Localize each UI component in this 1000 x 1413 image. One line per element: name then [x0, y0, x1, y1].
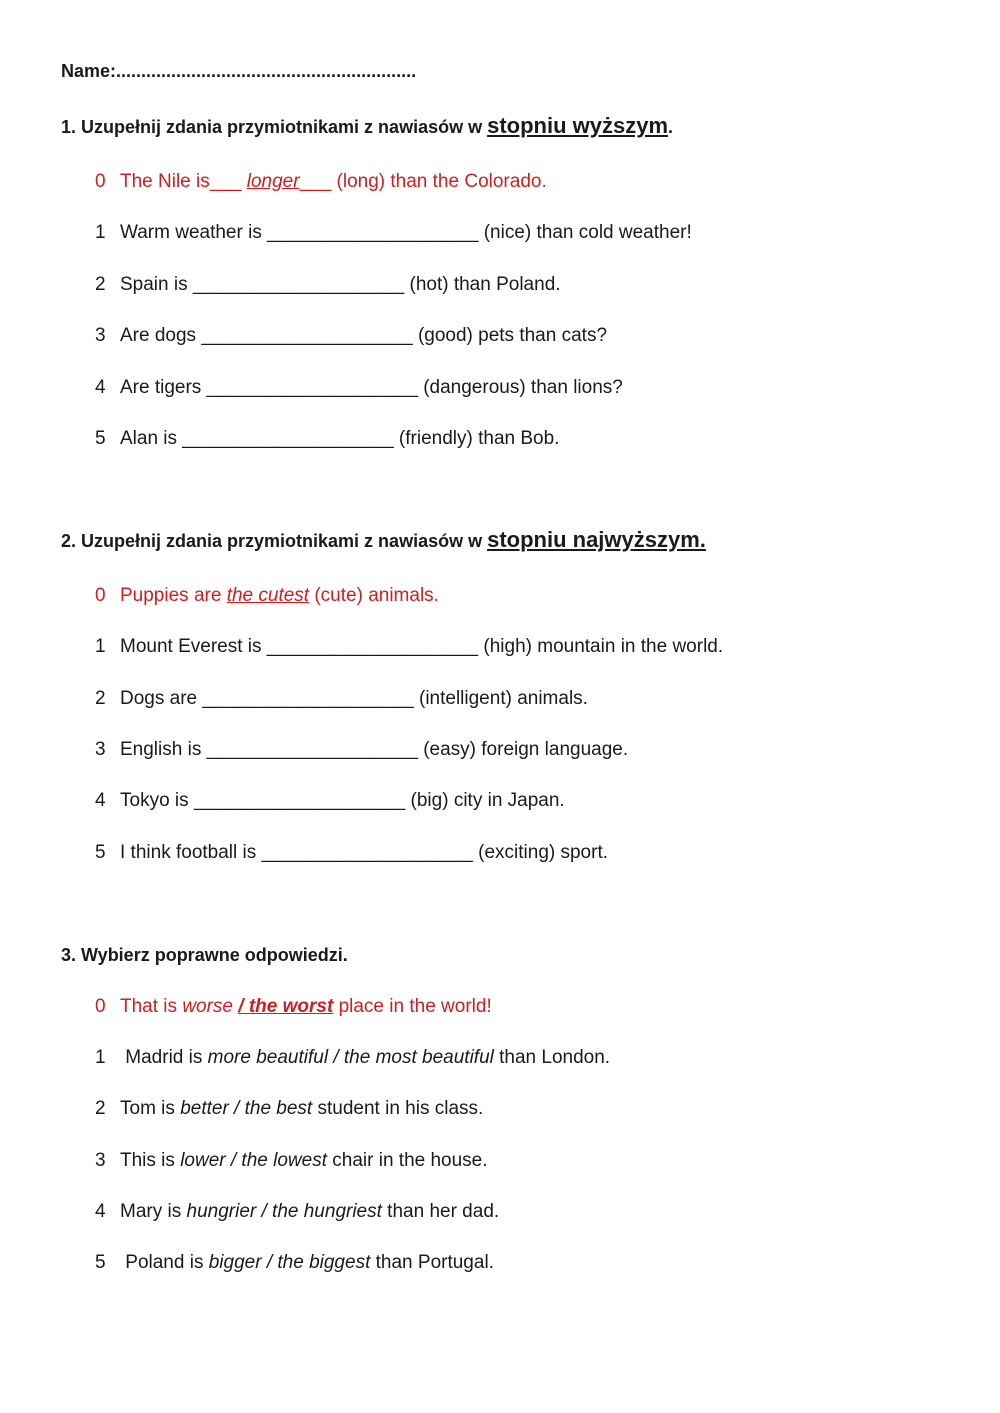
example-option-wrong: worse [182, 996, 239, 1017]
item-text: I think football is ____________________ (exciting) sport. [120, 842, 609, 863]
item-text: Dogs are ____________________ (intelligent) animals. [120, 688, 588, 709]
item-text-after: student in his class. [312, 1098, 484, 1119]
item-options[interactable]: bigger / the biggest [208, 1252, 371, 1273]
item-text-after: than Portugal. [370, 1252, 494, 1273]
example-text-after: ___ (long) than the Colorado. [299, 171, 547, 192]
task1-item[interactable] [95, 428, 559, 450]
task3-item[interactable] [95, 1252, 494, 1274]
item-text-before: Madrid is [120, 1047, 208, 1068]
item-text: Alan is ____________________ (friendly) than Bob. [120, 428, 560, 449]
item-number: 2 [95, 688, 106, 709]
item-text: Tokyo is ____________________ (big) city in Japan. [120, 790, 565, 811]
item-text: English is ____________________ (easy) foreign language. [120, 739, 629, 760]
task1-heading-text: 1. Uzupełnij zdania przymiotnikami z nawiasów w [61, 117, 488, 137]
item-options[interactable]: more beautiful / the most beautiful [207, 1047, 494, 1068]
item-text: Are dogs ____________________ (good) pets than cats? [120, 325, 608, 346]
task1-item[interactable] [95, 274, 561, 296]
item-text-before: Mary is [120, 1201, 187, 1222]
item-number: 5 [95, 1252, 106, 1273]
item-options[interactable]: hungrier / the hungriest [186, 1201, 382, 1222]
task3-heading: 3. Wybierz poprawne odpowiedzi. [61, 945, 348, 965]
item-number: 3 [95, 739, 106, 760]
item-number: 1 [95, 636, 106, 657]
task1-item[interactable] [95, 377, 623, 399]
item-text-before: Poland is [120, 1252, 209, 1273]
task3-example [95, 996, 492, 1018]
item-number: 3 [95, 1150, 106, 1171]
example-text-after: (cute) animals. [309, 585, 439, 606]
item-number: 0 [95, 585, 106, 606]
task1-item[interactable] [95, 222, 692, 244]
item-number: 2 [95, 1098, 106, 1119]
task2-item[interactable] [95, 739, 628, 761]
item-text-after: than London. [493, 1047, 611, 1068]
task2-item[interactable] [95, 636, 723, 658]
item-text: Spain is ____________________ (hot) than Poland. [120, 274, 561, 295]
task3-item[interactable] [95, 1098, 483, 1120]
task1-item[interactable] [95, 325, 607, 347]
item-number: 2 [95, 274, 106, 295]
item-text-after: chair in the house. [326, 1150, 488, 1171]
example-text-before: Puppies are [120, 585, 227, 606]
task3-item[interactable] [95, 1201, 499, 1223]
example-text-before: The Nile is___ [120, 171, 247, 192]
item-text-after: than her dad. [381, 1201, 500, 1222]
item-text: Are tigers ____________________ (dangerous) than lions? [120, 377, 623, 398]
item-text: Warm weather is ____________________ (nice) than cold weather! [120, 222, 692, 243]
task2-heading [61, 527, 706, 553]
task2-item[interactable] [95, 842, 608, 864]
item-number: 4 [95, 1201, 106, 1222]
item-text-before: Tom is [120, 1098, 181, 1119]
item-number: 1 [95, 1047, 106, 1068]
item-text: Mount Everest is ____________________ (high) mountain in the world. [120, 636, 724, 657]
task2-heading-emphasis: stopniu najwyższym. [487, 527, 706, 552]
task2-example [95, 585, 439, 607]
item-number: 0 [95, 996, 106, 1017]
item-number: 4 [95, 377, 106, 398]
task3-item[interactable] [95, 1047, 610, 1069]
item-number: 0 [95, 171, 106, 192]
task1-heading [61, 113, 673, 139]
task1-example [95, 171, 547, 193]
item-number: 5 [95, 428, 106, 449]
task1-heading-emphasis: stopniu wyższym [487, 113, 669, 138]
item-number: 1 [95, 222, 106, 243]
task2-item[interactable] [95, 688, 588, 710]
example-text-after: place in the world! [333, 996, 492, 1017]
example-option-correct: / the worst [238, 996, 334, 1017]
name-field-line: Name:............................................................ [61, 61, 417, 81]
example-answer: the cutest [226, 585, 310, 606]
task2-item[interactable] [95, 790, 565, 812]
item-number: 4 [95, 790, 106, 811]
task2-heading-text: 2. Uzupełnij zdania przymiotnikami z nawiasów w [61, 531, 488, 551]
task3-item[interactable] [95, 1150, 488, 1172]
item-text-before: This is [120, 1150, 181, 1171]
item-options[interactable]: lower / the lowest [180, 1150, 327, 1171]
item-number: 3 [95, 325, 106, 346]
item-number: 5 [95, 842, 106, 863]
task1-heading-end: . [668, 117, 674, 137]
example-text-before: That is [120, 996, 183, 1017]
example-answer: longer [246, 171, 300, 192]
item-options[interactable]: better / the best [180, 1098, 313, 1119]
